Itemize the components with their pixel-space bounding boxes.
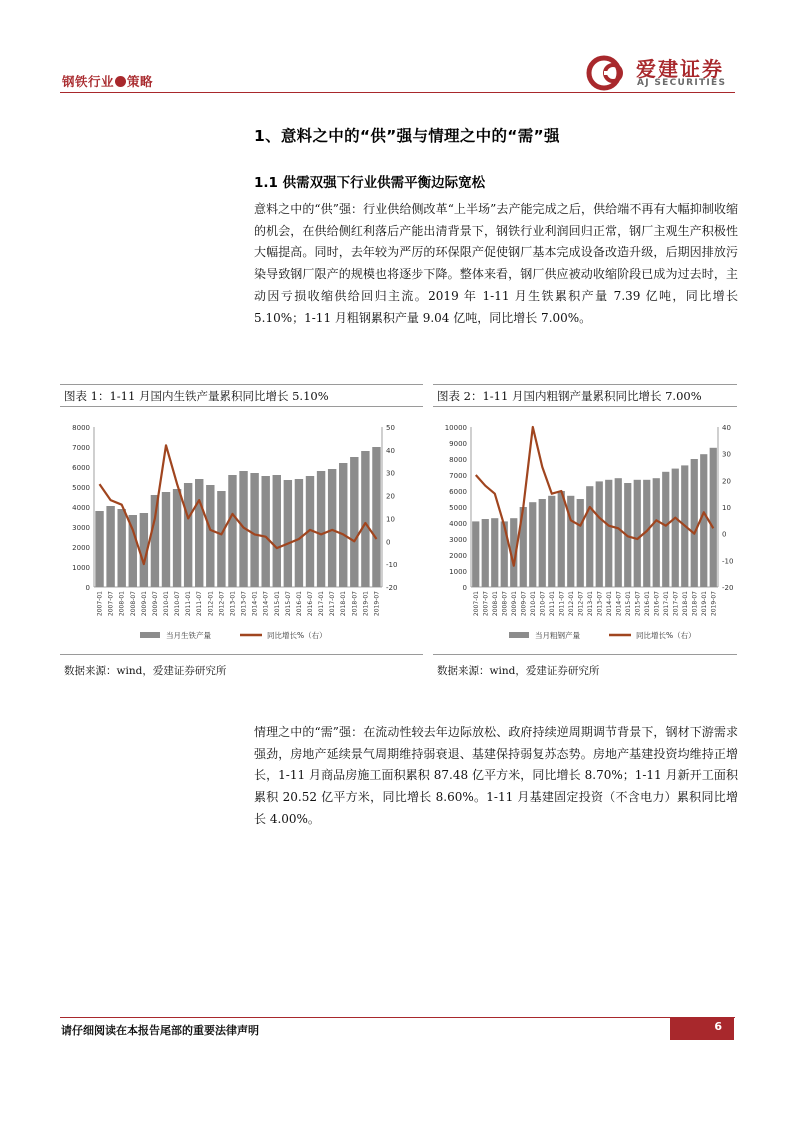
y-left-tick-label: 1000 [449, 568, 467, 576]
bar [350, 457, 358, 587]
x-tick-label: 2010-01 [529, 591, 537, 617]
industry-label-part1: 钢铁行业 [62, 74, 115, 89]
y-left-tick-label: 3000 [72, 524, 90, 532]
x-tick-label: 2015-01 [273, 591, 281, 617]
logo-chinese-name: 爱建证券 [636, 57, 724, 81]
y-left-tick-label: 6000 [449, 488, 467, 496]
x-tick-label: 2011-07 [558, 591, 566, 617]
x-tick-label: 2014-01 [605, 591, 613, 617]
x-tick-label: 2016-01 [643, 591, 651, 617]
bar [577, 499, 584, 587]
bar [339, 463, 347, 587]
bar [482, 519, 489, 587]
x-tick-label: 2012-01 [207, 591, 215, 617]
figure-1-title: 图表 1：1-11 月国内生铁产量累积同比增长 5.10% [60, 384, 423, 407]
x-tick-label: 2018-01 [340, 591, 348, 617]
y-left-tick-label: 0 [85, 584, 90, 592]
bar [691, 459, 698, 587]
y-right-tick-label: 0 [722, 530, 727, 539]
bar [95, 511, 103, 587]
y-right-tick-label: -20 [386, 584, 398, 592]
y-right-tick-label: -10 [722, 557, 734, 566]
bar [472, 521, 479, 587]
x-tick-label: 2017-07 [329, 591, 337, 617]
bar [615, 478, 622, 587]
x-tick-label: 2013-07 [240, 591, 248, 617]
x-tick-label: 2010-07 [174, 591, 182, 617]
industry-label [62, 72, 153, 90]
x-tick-label: 2019-01 [700, 591, 708, 617]
x-tick-label: 2018-07 [351, 591, 359, 617]
x-tick-label: 2017-07 [672, 591, 680, 617]
y-right-tick-label: 10 [386, 515, 395, 524]
x-tick-label: 2012-07 [577, 591, 585, 617]
y-left-tick-label: 8000 [449, 456, 467, 464]
bar [284, 480, 292, 587]
x-tick-label: 2008-07 [129, 591, 137, 617]
bar [662, 472, 669, 587]
y-right-tick-label: 40 [386, 446, 395, 455]
x-tick-label: 2018-01 [681, 591, 689, 617]
bar [228, 475, 236, 587]
figure-1-source: 数据来源：wind，爱建证券研究所 [64, 665, 227, 677]
y-left-tick-label: 8000 [72, 424, 90, 432]
bar [361, 451, 369, 587]
x-tick-label: 2011-01 [185, 591, 193, 617]
y-right-tick-label: 20 [722, 477, 731, 486]
x-tick-label: 2008-01 [118, 591, 126, 617]
bar [206, 485, 214, 587]
bar [273, 475, 281, 587]
bar [596, 481, 603, 587]
header-divider [60, 92, 735, 93]
y-left-tick-label: 7000 [72, 444, 90, 452]
y-left-tick-label: 6000 [72, 464, 90, 472]
bar [501, 521, 508, 587]
subsection-heading: 1.1 供需双强下行业供需平衡边际宽松 [254, 175, 486, 191]
bar [217, 491, 225, 587]
x-tick-label: 2016-01 [295, 591, 303, 617]
separator-dot-icon [115, 76, 126, 87]
bar [317, 471, 325, 587]
logo-english-name: AJ SECURITIES [637, 78, 727, 88]
x-tick-label: 2019-07 [710, 591, 718, 617]
bar [372, 447, 380, 587]
x-tick-label: 2009-01 [140, 591, 148, 617]
x-tick-label: 2010-01 [163, 591, 170, 617]
y-left-tick-label: 5000 [449, 504, 467, 512]
y-left-tick-label: 2000 [72, 544, 90, 552]
bar [548, 496, 555, 587]
y-right-tick-label: 10 [722, 504, 731, 512]
bar [710, 448, 717, 587]
y-right-tick-label: 50 [386, 424, 395, 432]
figure-1-chart [60, 414, 423, 646]
y-right-tick-label: 30 [722, 450, 731, 459]
bar [605, 480, 612, 587]
y-left-tick-label: 2000 [449, 552, 467, 560]
legend-bar-label: 当月生铁产量 [166, 631, 211, 640]
bar [261, 476, 269, 587]
legal-disclaimer: 请仔细阅读在本报告尾部的重要法律声明 [61, 1024, 259, 1037]
figure-2 [433, 384, 737, 677]
x-tick-label: 2007-07 [482, 591, 490, 617]
figure-2-bottom-rule [433, 654, 737, 655]
figure-1-bottom-rule [60, 654, 423, 655]
x-tick-label: 2009-01 [510, 591, 518, 617]
footer-divider [60, 1017, 735, 1018]
legend-line-label: 同比增长%（右） [267, 631, 327, 640]
legend-line-label: 同比增长%（右） [636, 631, 696, 640]
y-right-tick-label: 30 [386, 469, 395, 478]
y-left-tick-label: 3000 [449, 536, 467, 544]
bar [653, 478, 660, 587]
x-tick-label: 2015-07 [284, 591, 292, 617]
section-heading: 1、意料之中的“供”强与情理之中的“需”强 [254, 127, 560, 145]
x-tick-label: 2015-01 [624, 591, 632, 617]
bar [195, 479, 203, 587]
bar [634, 480, 641, 587]
y-right-tick-label: -10 [386, 561, 398, 570]
figure-2-source: 数据来源：wind，爱建证券研究所 [437, 665, 600, 677]
y-left-tick-label: 5000 [72, 484, 90, 492]
bar [173, 489, 181, 587]
bar [184, 483, 192, 587]
x-tick-label: 2009-07 [151, 591, 159, 617]
x-tick-label: 2015-07 [634, 591, 642, 617]
figure-2-title: 图表 2：1-11 月国内粗钢产量累积同比增长 7.00% [433, 384, 737, 407]
x-tick-label: 2008-01 [491, 591, 499, 617]
supply-paragraph: 意料之中的“供”强：行业供给侧改革“上半场”去产能完成之后，供给端不再有大幅抑制收缩的机会，在供给侧红利落后产能出清背景下，钢铁行业利润回归正常，钢厂主观生产积极性大幅提高。同时，去年较为严厉的环保限产促使钢厂基本完成设备改造升级，后期因排放污染导致钢厂限产的规模也将逐步下降。整体来看，钢厂供应被动收缩阶段已成为过去时，主动因亏损收缩供给回归主流。2019 年 1-11 月生铁累积产量 7.39 亿吨，同比增长 5.10%；1-11 月粗钢累积产量 9.04 亿吨，同比增长 7.00%。 [254, 202, 738, 325]
bar [162, 492, 170, 587]
x-tick-label: 2019-07 [373, 591, 381, 617]
y-left-tick-label: 4000 [449, 520, 467, 528]
x-tick-label: 2013-07 [596, 591, 604, 617]
bar [151, 495, 159, 587]
x-tick-label: 2008-07 [501, 591, 509, 617]
x-tick-label: 2013-01 [229, 591, 237, 617]
y-right-tick-label: 20 [386, 492, 395, 501]
x-tick-label: 2018-07 [691, 591, 699, 617]
bar [558, 491, 565, 587]
legend-bar-label: 当月粗钢产量 [535, 631, 580, 640]
x-tick-label: 2017-01 [318, 591, 326, 617]
bar [529, 502, 536, 587]
bar [295, 479, 303, 587]
x-tick-label: 2007-01 [472, 591, 480, 617]
x-tick-label: 2017-01 [662, 591, 670, 617]
figure-1 [60, 384, 423, 677]
industry-label-part2: 策略 [127, 74, 154, 89]
y-right-tick-label: 0 [386, 538, 391, 547]
x-tick-label: 2016-07 [307, 591, 314, 617]
bar [539, 499, 546, 587]
figure-2-chart [433, 414, 737, 646]
x-tick-label: 2012-07 [218, 591, 226, 617]
bar [328, 469, 336, 587]
legend-bar-swatch [509, 632, 529, 638]
x-tick-label: 2009-07 [520, 591, 528, 617]
x-tick-label: 2014-01 [251, 591, 259, 617]
bar [117, 509, 125, 587]
x-tick-label: 2007-01 [96, 591, 104, 617]
bar [250, 473, 258, 587]
x-tick-label: 2014-07 [615, 591, 623, 617]
bar [672, 469, 679, 587]
bar [491, 518, 498, 587]
legend-bar-swatch [140, 632, 160, 638]
x-tick-label: 2007-07 [107, 591, 115, 617]
x-tick-label: 2010-07 [539, 591, 547, 617]
bar [106, 506, 114, 587]
x-tick-label: 2011-01 [548, 591, 556, 617]
y-right-tick-label: 40 [722, 424, 731, 432]
aj-securities-logo-icon [584, 52, 634, 92]
y-left-tick-label: 4000 [72, 504, 90, 512]
x-tick-label: 2011-07 [196, 591, 204, 617]
y-left-tick-label: 7000 [449, 472, 467, 480]
page-number: 6 [670, 1017, 734, 1040]
y-left-tick-label: 9000 [449, 440, 467, 448]
y-left-tick-label: 1000 [72, 564, 90, 572]
x-tick-label: 2019-01 [362, 591, 370, 617]
x-tick-label: 2013-01 [586, 591, 594, 617]
y-right-tick-label: -20 [722, 584, 734, 592]
demand-paragraph: 情理之中的“需”强：在流动性较去年边际放松、政府持续逆周期调节背景下，钢材下游需求强劲，房地产延续景气周期维持弱衰退、基建保持弱复苏态势。房地产基建投资均维持正增长，1-11 月商品房施工面积累积 87.48 亿平方米，同比增长 8.70%；1-11 月新开工面积累积 20.52 亿平方米，同比增长 8.60%。1-11 月基建固定投资（不含电力）累积同比增长 4.00%。 [254, 725, 738, 826]
y-left-tick-label: 0 [462, 584, 467, 592]
y-left-tick-label: 10000 [444, 424, 467, 432]
x-tick-label: 2012-01 [567, 591, 575, 617]
x-tick-label: 2014-07 [262, 591, 270, 617]
bar [586, 486, 593, 587]
x-tick-label: 2016-07 [653, 591, 661, 617]
